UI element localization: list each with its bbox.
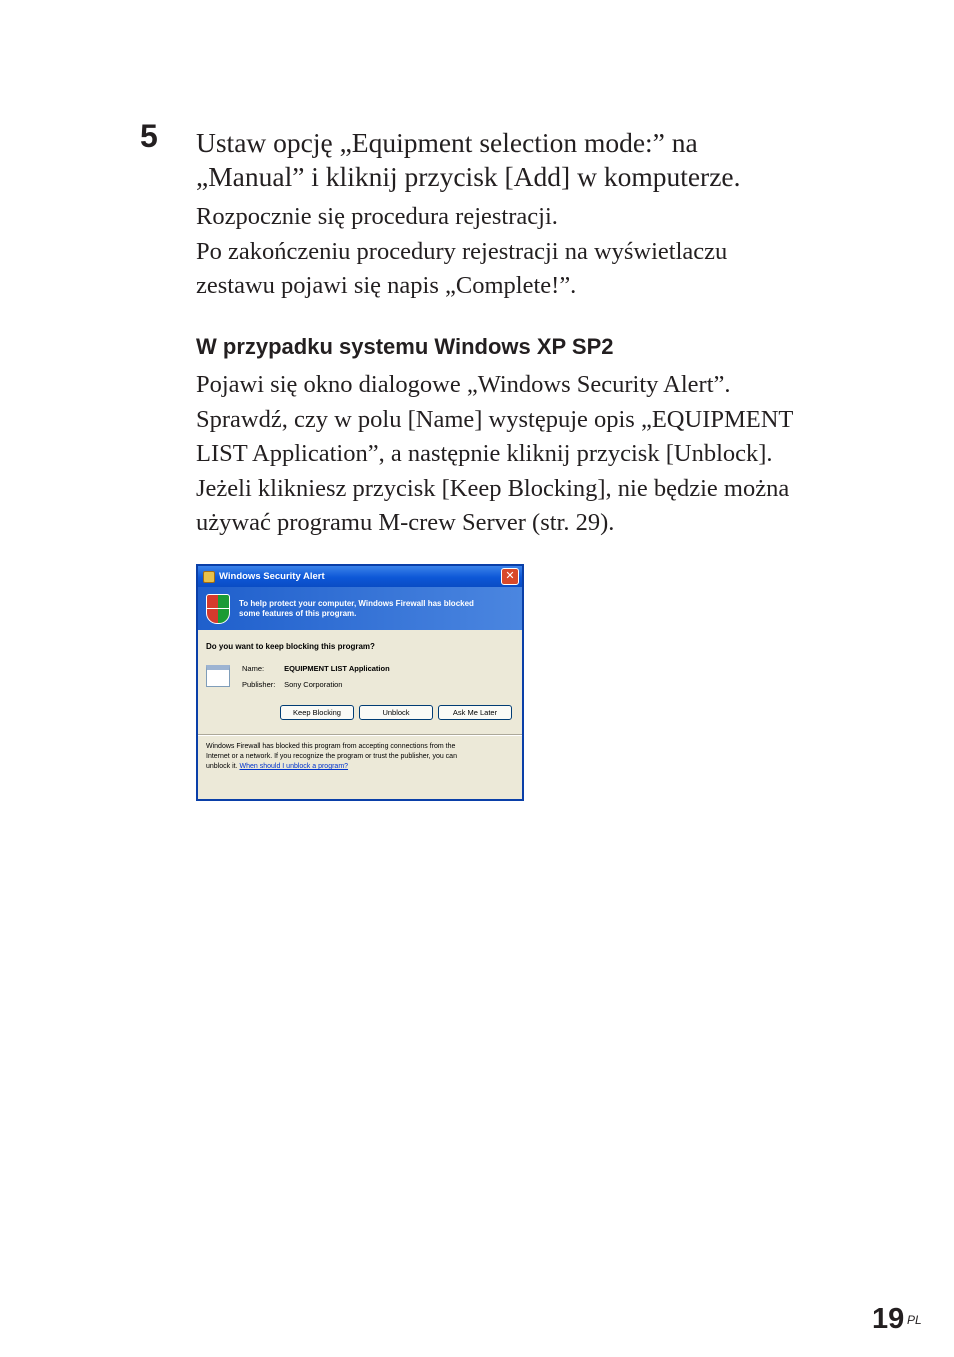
- window-icon: [203, 571, 215, 583]
- name-label: Name:: [242, 664, 265, 673]
- unblock-button[interactable]: Unblock: [359, 705, 433, 720]
- step-body-line: Po zakończeniu procedury rejestracji na wyświetlaczu: [196, 237, 728, 265]
- footer-line: Windows Firewall has blocked this program from accepting connections from the: [206, 743, 456, 750]
- subsection-body-line: LIST Application”, a następnie kliknij przycisk [Unblock].: [196, 440, 773, 467]
- publisher-label: Publisher:: [242, 680, 276, 689]
- banner-text: [239, 599, 509, 619]
- publisher-value: Sony Corporation: [284, 680, 343, 689]
- footer-line: Internet or a network. If you recognize the program or trust the publisher, you can: [206, 753, 457, 760]
- ask-me-later-button[interactable]: Ask Me Later: [438, 705, 512, 720]
- step-body-line: Rozpocznie się procedura rejestracji.: [196, 203, 558, 230]
- subsection-body-line: używać programu M-crew Server (str. 29).: [196, 509, 615, 536]
- footer-line: [206, 762, 514, 772]
- step-body-line: zestawu pojawi się napis „Complete!”.: [196, 272, 577, 299]
- banner-line: To help protect your computer, Windows Firewall has blocked: [239, 598, 474, 608]
- dialog-content: [198, 630, 522, 720]
- close-button[interactable]: ✕: [501, 568, 519, 585]
- name-row: [242, 661, 390, 677]
- program-fields: [242, 661, 390, 693]
- publisher-row: [242, 677, 390, 693]
- subsection-heading: W przypadku systemu Windows XP SP2: [196, 334, 614, 359]
- footer-prefix: unblock it.: [206, 763, 238, 770]
- dialog-question: Do you want to keep blocking this program?: [206, 642, 375, 651]
- page-language-suffix: PL: [907, 1313, 922, 1327]
- step-body: [196, 200, 896, 304]
- dialog-buttons: [206, 705, 514, 720]
- step-heading: [196, 126, 896, 194]
- unblock-help-link[interactable]: When should I unblock a program?: [239, 763, 349, 770]
- program-info: [206, 661, 514, 693]
- subsection-body-line: Pojawi się okno dialogowe „Windows Security Alert”.: [196, 371, 731, 398]
- keep-blocking-button[interactable]: Keep Blocking: [280, 705, 354, 720]
- subsection-body-line: Sprawdź, czy w polu [Name] występuje opis „EQUIPMENT: [196, 405, 794, 433]
- subsection-body: [196, 368, 896, 541]
- dialog-banner: [198, 587, 522, 630]
- name-value: EQUIPMENT LIST Application: [284, 664, 390, 673]
- program-icon: [206, 665, 230, 687]
- security-alert-dialog: [196, 564, 524, 801]
- banner-line: some features of this program.: [239, 608, 357, 618]
- dialog-footer: [198, 736, 522, 772]
- step-number: 5: [140, 118, 158, 154]
- subsection-body-line: Jeżeli klikniesz przycisk [Keep Blocking], nie będzie można: [196, 474, 790, 502]
- dialog-title: Windows Security Alert: [219, 571, 325, 582]
- dialog-titlebar[interactable]: [198, 566, 522, 587]
- shield-icon: [206, 594, 230, 624]
- step-heading-line: Ustaw opcję „Equipment selection mode:” na: [196, 127, 698, 158]
- page-number: 19: [872, 1303, 905, 1335]
- step-heading-line: „Manual” i kliknij przycisk [Add] w komputerze.: [196, 161, 741, 192]
